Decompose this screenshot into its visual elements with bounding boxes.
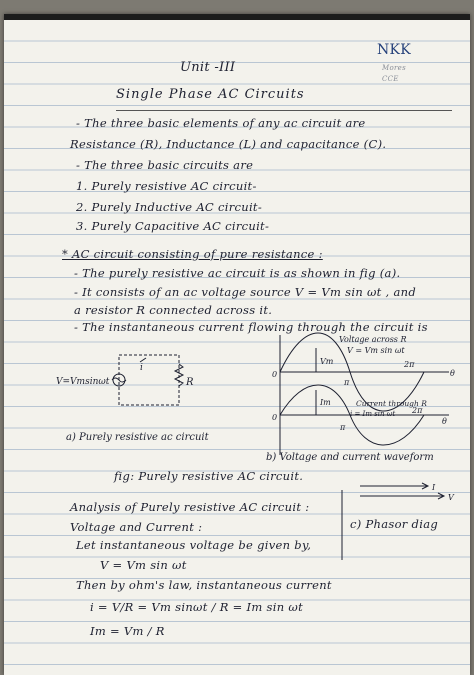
circuit-figure (4, 20, 470, 675)
source-label: V=Vmsinωt (56, 377, 110, 387)
intro-line-2: Resistance (R), Inductance (L) and capacitance (C). (70, 137, 387, 151)
stamp-initials: NKK (377, 42, 412, 58)
current-label: i (140, 363, 143, 373)
resistive-circuit-diagram (112, 355, 183, 405)
intro-line-4: 1. Purely resistive AC circuit- (76, 179, 257, 193)
stamp-line-1: Mores (382, 64, 406, 72)
im-equation: Im = Vm / R (90, 624, 165, 638)
theta-lower: θ (442, 417, 447, 426)
phasor-caption: c) Phasor diag (350, 517, 439, 531)
caption-a: a) Purely resistive ac circuit (66, 432, 209, 443)
intro-line-3: - The three basic circuits are (76, 158, 254, 172)
section-line-3: a resistor R connected across it. (74, 303, 273, 317)
notebook-page (4, 14, 470, 675)
resistor-label: R (186, 377, 194, 388)
pi-lower: π (340, 423, 346, 432)
voltage-label: Voltage across R (339, 335, 407, 344)
phasor-i-label: I (432, 483, 436, 492)
section-heading: * AC circuit consisting of pure resistance : (62, 247, 323, 261)
analysis-heading: Analysis of Purely resistive AC circuit : (70, 500, 310, 514)
im-label: Im (320, 398, 331, 407)
unit-title: Unit -III (180, 60, 236, 75)
section-line-2: - It consists of an ac voltage source V = Vm sin ωt , and (74, 285, 416, 299)
current-eq: i = Im sin ωt (350, 410, 396, 418)
section-line-4: - The instantaneous current flowing through the circuit is (74, 320, 428, 334)
two-pi-upper: 2π (404, 360, 415, 369)
voltage-eq: V = Vm sin ωt (347, 346, 405, 355)
current-wave-label: Current through R (356, 399, 427, 408)
analysis-line-3: Let instantaneous voltage be given by, (76, 538, 312, 552)
intro-line-1: - The three basic elements of any ac circuit are (76, 116, 366, 130)
section-line-1: - The purely resistive ac circuit is as shown in fig (a). (74, 266, 401, 280)
intro-line-5: 2. Purely Inductive AC circuit- (76, 200, 263, 214)
pi-upper: π (344, 378, 350, 387)
intro-line-6: 3. Purely Capacitive AC circuit- (76, 219, 270, 233)
voltage-equation: V = Vm sin ωt (100, 558, 187, 572)
two-pi-lower: 2π (412, 406, 423, 415)
vm-label: Vm (320, 357, 334, 366)
origin-upper: 0 (272, 370, 278, 379)
analysis-line-5: Then by ohm's law, instantaneous current (76, 578, 332, 592)
theta-upper: θ (450, 369, 455, 378)
page-title: Single Phase AC Circuits (116, 87, 305, 102)
stamp-line-2: CCE (382, 75, 399, 83)
current-equation: i = V/R = Vm sinωt / R = Im sin ωt (90, 600, 303, 614)
phasor-v-label: V (448, 493, 454, 502)
figure-caption: fig: Purely resistive AC circuit. (114, 469, 304, 483)
caption-b: b) Voltage and current waveform (266, 452, 434, 463)
analysis-subheading: Voltage and Current : (70, 520, 203, 534)
origin-lower: 0 (272, 413, 278, 422)
